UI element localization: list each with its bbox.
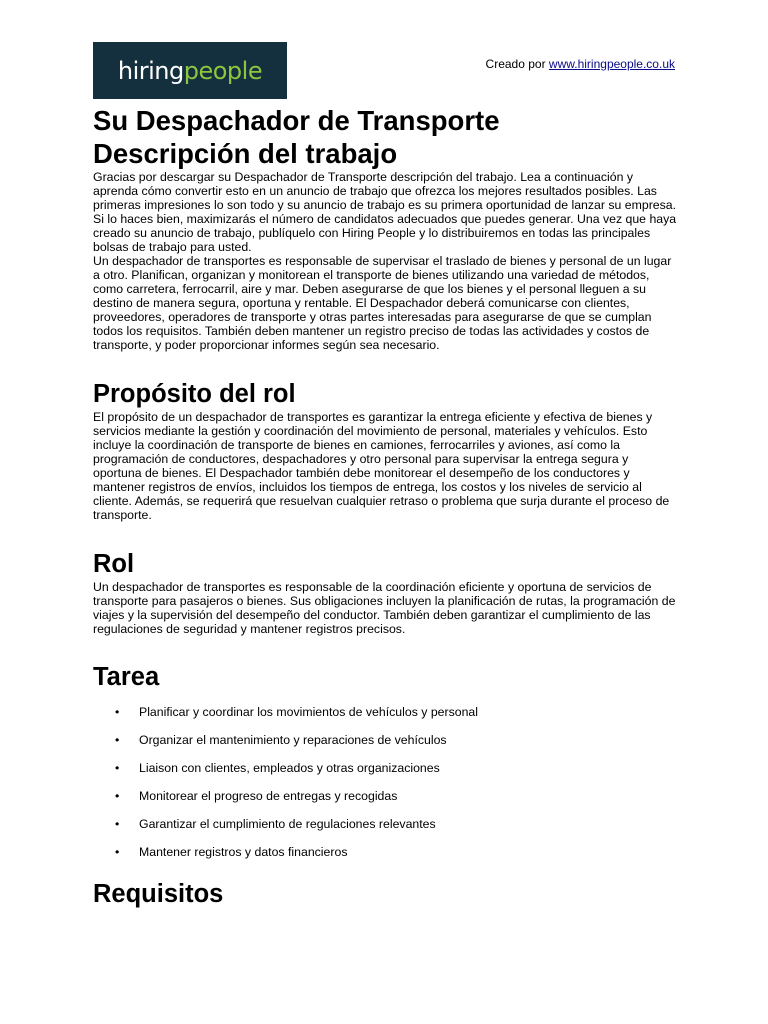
task-text: Planificar y coordinar los movimientos de vehículos y personal	[139, 705, 479, 719]
bullet-icon: •	[115, 817, 120, 831]
purpose-section	[93, 379, 678, 522]
bullet-icon: •	[115, 845, 120, 859]
list-item	[93, 761, 678, 775]
document-page	[93, 42, 678, 910]
list-item	[93, 705, 678, 719]
header	[93, 42, 678, 100]
task-text: Liaison con clientes, empleados y otras organizaciones	[139, 761, 440, 775]
page-title	[93, 104, 678, 170]
role-text: Un despachador de transportes es responsable de la coordinación eficiente y oportuna de servicios de transporte para pasajeros o bienes. Sus obligaciones incluyen la planificación de rutas, la programación de viajes y la supervisión del desempeño del conductor. También deben garantizar el cumplimiento de las regulaciones de seguridad y mantener registros precisos.	[93, 580, 676, 636]
bullet-icon: •	[115, 789, 120, 803]
intro-paragraph-1: Gracias por descargar su Despachador de Transporte descripción del trabajo. Lea a continuación y aprenda cómo convertir esto en un anuncio de trabajo que ofrezca los mejores resultados posibles. Las primeras impresiones lo son todo y su anuncio de trabajo es su primera oportunidad de lanzar su empresa. Si lo haces bien, maximizarás el número de candidatos adecuados que puedes generar. Una vez que haya creado su anuncio de trabajo, publíquelo con Hiring People y lo distribuiremos en todas las principales bolsas de trabajo para usted.	[93, 170, 677, 254]
title-line-1: Su Despachador de Transporte	[93, 105, 500, 136]
tasks-section	[93, 662, 678, 859]
list-item	[93, 817, 678, 831]
purpose-heading: Propósito del rol	[93, 380, 296, 408]
intro-section	[93, 170, 678, 352]
created-by	[486, 57, 675, 71]
bullet-icon: •	[115, 733, 120, 747]
created-by-label: Creado por	[485, 57, 546, 71]
tasks-heading: Tarea	[93, 663, 160, 691]
logo-text-people: people	[183, 56, 263, 85]
role-section	[93, 549, 678, 636]
task-text: Organizar el mantenimiento y reparaciones de vehículos	[139, 733, 447, 747]
list-item	[93, 733, 678, 747]
hiringpeople-link[interactable]: www.hiringpeople.co.uk	[548, 57, 675, 71]
bullet-icon: •	[115, 761, 120, 775]
purpose-text: El propósito de un despachador de transportes es garantizar la entrega eficiente y efectiva de bienes y servicios mediante la gestión y coordinación del movimiento de personal, materiales y vehículos. Esto incluye la coordinación de transporte de bienes en camiones, ferrocarriles y aviones, así como la programación de conductores, despachadores y otro personal para supervisar la entrega segura y oportuna de bienes. El Despachador también debe monitorear el desempeño de los conductores y mantener registros de envíos, incluidos los tiempos de entrega, los costos y los niveles de servicio al cliente. Además, se requerirá que resuelvan cualquier retraso o problema que surja durante el proceso de transporte.	[93, 410, 670, 522]
role-heading: Rol	[93, 550, 135, 578]
hiringpeople-logo	[93, 42, 287, 99]
logo-text-hiring: hiring	[117, 56, 184, 85]
list-item	[93, 845, 678, 859]
requirements-heading: Requisitos	[93, 880, 224, 908]
task-text: Mantener registros y datos financieros	[139, 845, 348, 859]
bullet-icon: •	[115, 705, 120, 719]
tasks-list	[93, 705, 678, 859]
list-item	[93, 789, 678, 803]
title-line-2: Descripción del trabajo	[93, 138, 398, 169]
task-text: Garantizar el cumplimiento de regulaciones relevantes	[139, 817, 436, 831]
intro-paragraph-2: Un despachador de transportes es responsable de supervisar el traslado de bienes y personal de un lugar a otro. Planifican, organizan y monitorean el transporte de bienes utilizando una variedad de métodos, como carretera, ferrocarril, aire y mar. Deben asegurarse de que los bienes y el personal lleguen a su destino de manera segura, oportuna y rentable. El Despachador deberá comunicarse con clientes, proveedores, operadores de transporte y otras partes interesadas para asegurarse de que se cumplan todos los requisitos. También deben mantener un registro preciso de todas las actividades y costos de transporte, y poder proporcionar informes según sea necesario.	[93, 254, 672, 352]
task-text: Monitorear el progreso de entregas y recogidas	[139, 789, 398, 803]
requirements-section	[93, 879, 678, 910]
